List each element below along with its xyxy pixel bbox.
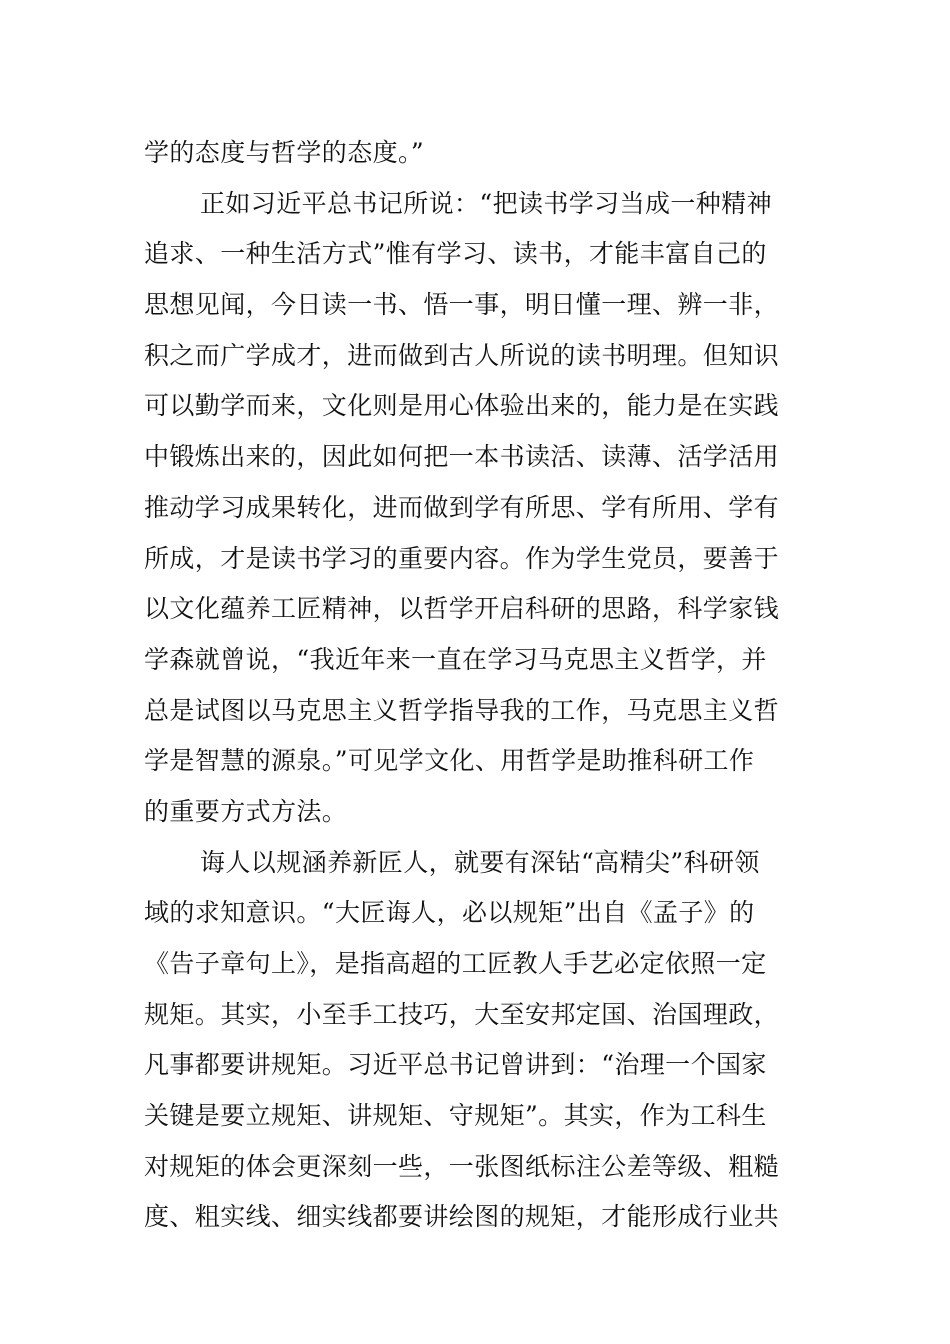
text-line: 学森就曾说，“我近年来一直在学习马克思主义哲学，并 [144, 644, 767, 674]
text-line: 规矩。其实，小至手工技巧，大至安邦定国、治国理政， [144, 999, 780, 1029]
text-line: 关键是要立规矩、讲规矩、守规矩”。其实，作为工科生 [144, 1101, 767, 1131]
text-line: 《告子章句上》，是指高超的工匠教人手艺必定依照一定 [144, 949, 767, 978]
text-line: 思想见闻，今日读一书、悟一事，明日懂一理、辨一非， [144, 290, 780, 320]
text-line: 可以勤学而来，文化则是用心体验出来的，能力是在实践 [144, 391, 780, 421]
paragraph-start-line: 诲人以规涵养新匠人，就要有深钻“高精尖”科研领 [200, 847, 760, 877]
text-line: 学是智慧的源泉。”可见学文化、用哲学是助推科研工作 [144, 746, 755, 776]
text-line: 总是试图以马克思主义哲学指导我的工作，马克思主义哲 [144, 695, 780, 725]
text-line: 凡事都要讲规矩。习近平总书记曾讲到：“治理一个国家 [144, 1050, 767, 1080]
text-line: 所成，才是读书学习的重要内容。作为学生党员，要善于 [144, 543, 780, 573]
paragraph-start-line: 正如习近平总书记所说：“把读书学习当成一种精神 [200, 188, 772, 218]
text-line: 追求、一种生活方式”惟有学习、读书，才能丰富自己的 [144, 239, 767, 269]
text-line: 学的态度与哲学的态度。” [144, 138, 425, 167]
text-line: 中锻炼出来的，因此如何把一本书读活、读薄、活学活用 [144, 442, 780, 472]
text-line: 域的求知意识。“大匠诲人，必以规矩”出自《孟子》的 [144, 898, 755, 928]
text-line: 以文化蕴养工匠精神，以哲学开启科研的思路，科学家钱 [144, 594, 780, 624]
text-line: 积之而广学成才，进而做到古人所说的读书明理。但知识 [144, 340, 780, 370]
text-line: 推动学习成果转化，进而做到学有所思、学有所用、学有 [144, 492, 780, 522]
text-line: 的重要方式方法。 [144, 796, 348, 826]
text-line: 对规矩的体会更深刻一些，一张图纸标注公差等级、粗糙 [144, 1151, 780, 1181]
body-text [144, 128, 824, 1243]
text-line: 度、粗实线、细实线都要讲绘图的规矩，才能形成行业共 [144, 1202, 780, 1232]
